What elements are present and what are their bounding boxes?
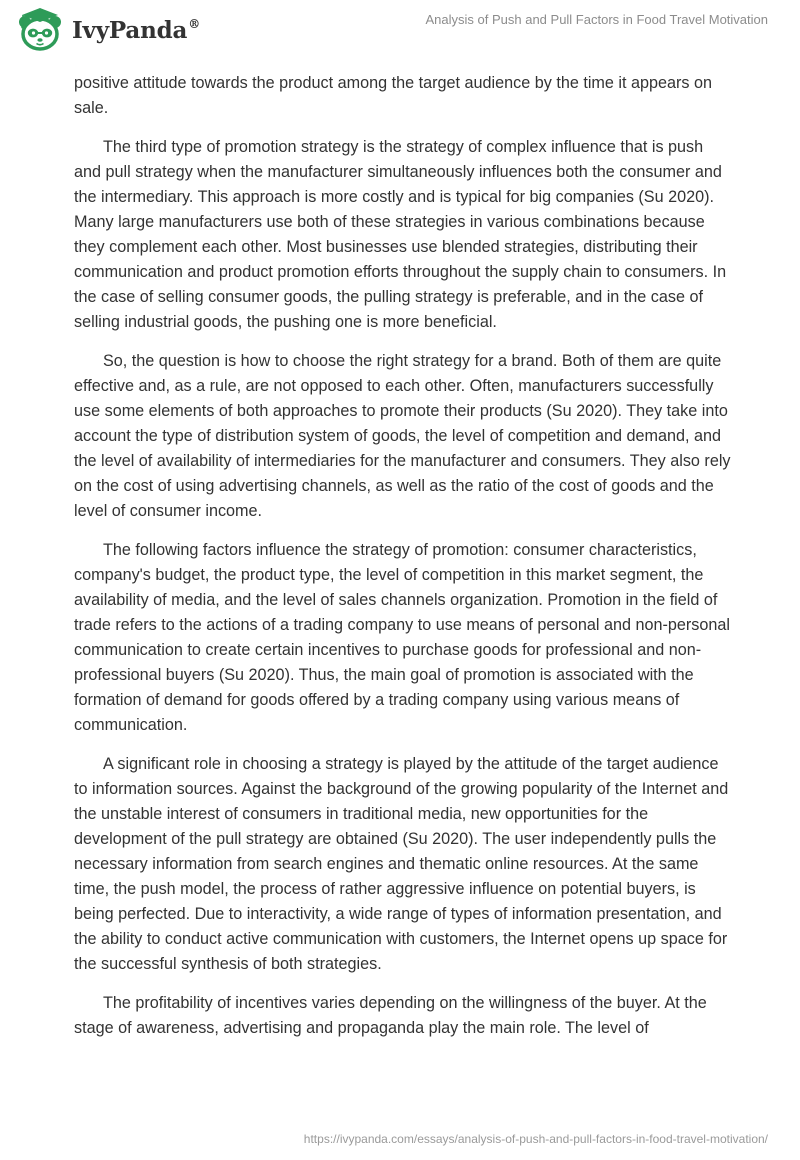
registered-mark: ® xyxy=(188,16,200,31)
paragraph: positive attitude towards the product among the target audience by the time it appears on sale. xyxy=(74,74,712,117)
paragraph: The following factors influence the strategy of promotion: consumer characteristics, company's budget, the product type, the level of competition in this market segment, the availability of media, and the level of sales channels organization. Promotion in the field of trade refers to the actions of a trading company to use means of personal and non-personal communication to create certain incentives to purchase goods for professional and non-professional buyers (Su 2020). Thus, the main goal of promotion is associated with the formation of demand for goods offered by a trading company using various means of communication. xyxy=(74,541,730,734)
paragraph: A significant role in choosing a strategy is played by the attitude of the target audience to information sources. Against the background of the growing popularity of the Internet and the unstable interest of consumers in traditional media, new opportunities for the development of the pull strategy are obtained (Su 2020). The user independently pulls the necessary information from search engines and thematic online resources. At the same time, the push model, the process of rather aggressive influence on potential buyers, is being perfected. Due to interactivity, a wide range of types of information presentation, and the ability to conduct active communication with customers, the Internet opens up space for the successful synthesis of both strategies. xyxy=(74,755,729,973)
paragraph: The profitability of incentives varies depending on the willingness of the buyer. At the stage of awareness, advertising and propaganda play the main role. The level of xyxy=(74,994,707,1037)
source-url[interactable]: https://ivypanda.com/essays/analysis-of-push-and-pull-factors-in-food-travel-motivation/ xyxy=(303,1132,768,1146)
brand-name: IvyPanda® xyxy=(72,16,200,44)
paragraph: So, the question is how to choose the right strategy for a brand. Both of them are quite effective and, as a rule, are not opposed to each other. Often, manufacturers successfully use some elements of both approaches to promote their products (Su 2020). They take into account the type of distribution system of goods, the level of competition and demand, and the level of availability of intermediaries for the manufacturer and consumers. They also rely on the cost of using advertising channels, as well as the ratio of the cost of goods and the level of consumer income. xyxy=(74,352,731,520)
page-header xyxy=(0,0,800,62)
running-title: Analysis of Push and Pull Factors in Food Travel Motivation xyxy=(425,12,768,27)
brand-logo[interactable] xyxy=(14,6,200,52)
paragraph: The third type of promotion strategy is the strategy of complex influence that is push and pull strategy when the manufacturer simultaneously influences both the consumer and the intermediary. This approach is more costly and is typical for big companies (Su 2020). Many large manufacturers use both of these strategies in various combinations because they complement each other. Most businesses use blended strategies, distributing their communication and product promotion efforts throughout the supply chain to consumers. In the case of selling consumer goods, the pulling strategy is preferable, and in the case of selling industrial goods, the pushing one is more beneficial. xyxy=(74,138,727,331)
essay-body xyxy=(74,71,734,1055)
panda-graduate-icon xyxy=(14,6,66,52)
